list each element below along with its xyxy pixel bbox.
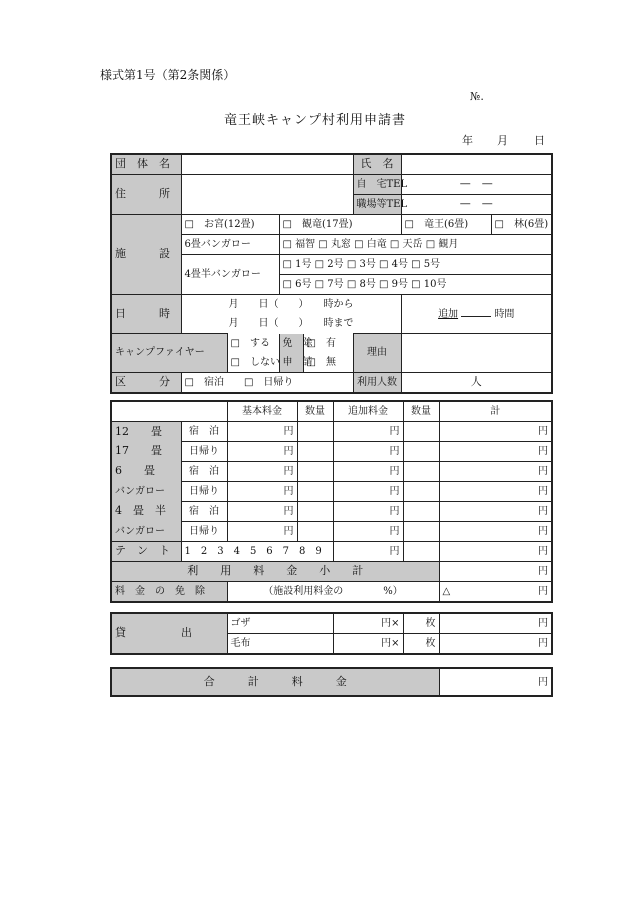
qty-cell[interactable] [403, 482, 439, 502]
qty-cell[interactable] [403, 502, 439, 522]
datetime-from[interactable]: 月 日（ ） 時から [181, 295, 401, 315]
total-cell[interactable]: 円 [439, 422, 552, 442]
header-extra-fee: 追加料金 [333, 401, 403, 422]
qty-cell[interactable] [297, 482, 333, 502]
users-field[interactable]: 人 [401, 372, 552, 393]
header-qty-1: 数量 [297, 401, 333, 422]
reason-label: 理由 [353, 334, 401, 373]
bungalow45-label: 4畳半バンガロー [181, 255, 279, 295]
fee-cell[interactable]: 円 [333, 502, 403, 522]
fee-cell[interactable]: 円 [333, 422, 403, 442]
qty-cell[interactable] [403, 522, 439, 542]
fee-cell[interactable]: 円 [333, 482, 403, 502]
room-17-label: 17 畳 [111, 442, 181, 462]
tent-numbers[interactable]: 1 2 3 4 5 6 7 8 9 [181, 542, 333, 562]
blanket-total[interactable]: 円 [439, 634, 552, 655]
bungalow45-row2-options[interactable]: □ 6号 □ 7号 □ 8号 □ 9号 □ 10号 [279, 275, 552, 295]
exemption-label: 料 金 の 免 除 [111, 582, 227, 603]
fee-cell[interactable]: 円 [333, 522, 403, 542]
group-name-field[interactable] [181, 154, 353, 175]
total-cell[interactable]: 円 [439, 442, 552, 462]
qty-cell[interactable] [403, 422, 439, 442]
total-cell[interactable]: 円 [439, 502, 552, 522]
triangle-mark: △ [442, 586, 451, 597]
qty-cell[interactable] [403, 442, 439, 462]
fee-cell[interactable]: 円 [227, 522, 297, 542]
category-label: 区 分 [111, 372, 181, 393]
qty-cell[interactable] [403, 542, 439, 562]
blanket-label: 毛布 [227, 634, 333, 655]
day-label: 日 [534, 134, 545, 147]
day-label: 日帰り [181, 482, 227, 502]
bungalow45-label-a: 4 畳 半 [111, 502, 181, 522]
blanket-sheets[interactable]: 枚 [403, 634, 439, 655]
extra-unit: 時間 [494, 308, 515, 320]
exemption-yen: 円 [538, 586, 548, 597]
campfire-label: キャンプファイヤー [111, 334, 227, 373]
fee-cell[interactable]: 円 [227, 442, 297, 462]
fee-cell[interactable]: 円 [227, 502, 297, 522]
fee-cell[interactable]: 円 [227, 482, 297, 502]
fee-cell[interactable]: 円 [227, 462, 297, 482]
stay-label: 宿 泊 [181, 422, 227, 442]
fee-cell[interactable]: 円 [227, 422, 297, 442]
exempt-has[interactable]: □ 有 [303, 334, 353, 353]
work-tel-label: 職場等TEL [353, 195, 401, 215]
bungalow45-label-b: バンガロー [111, 522, 181, 542]
grand-total-label: 合 計 料 金 [111, 668, 439, 696]
subtotal-cell[interactable]: 円 [439, 562, 552, 582]
total-table [110, 667, 553, 697]
page-title: 竜王峡キャンプ村利用申請書 [223, 113, 406, 128]
facility-option-hayashi[interactable]: □ 林(6畳) [491, 215, 552, 235]
total-cell[interactable]: 円 [439, 462, 552, 482]
rental-table [110, 612, 553, 655]
fee-cell[interactable]: 円 [333, 462, 403, 482]
total-cell[interactable]: 円 [439, 542, 552, 562]
address-label: 住 所 [111, 175, 181, 215]
header-base-fee: 基本料金 [227, 401, 297, 422]
stay-label: 宿 泊 [181, 462, 227, 482]
qty-cell[interactable] [297, 422, 333, 442]
exempt-label-1: 免 除 [279, 334, 303, 353]
goza-sheets[interactable]: 枚 [403, 613, 439, 634]
datetime-label: 日 時 [111, 295, 181, 334]
datetime-to[interactable]: 月 日（ ） 時まで [181, 314, 401, 334]
bungalow6-label: 6畳バンガロー [181, 235, 279, 255]
users-label: 利用人数 [353, 372, 401, 393]
facility-option-ryuo[interactable]: □ 竜王(6畳) [401, 215, 491, 235]
room-12-label: 12 畳 [111, 422, 181, 442]
qty-cell[interactable] [297, 442, 333, 462]
year-label: 年 [462, 134, 473, 147]
address-field[interactable] [181, 175, 353, 215]
name-field[interactable] [401, 154, 552, 175]
fee-cell[interactable]: 円 [333, 442, 403, 462]
home-tel-label: 自 宅TEL [353, 175, 401, 195]
total-cell[interactable]: 円 [439, 522, 552, 542]
application-table [110, 153, 553, 394]
bungalow45-row1-options[interactable]: □ 1号 □ 2号 □ 3号 □ 4号 □ 5号 [279, 255, 552, 275]
day-label: 日帰り [181, 522, 227, 542]
campfire-yes[interactable]: □ する [227, 334, 279, 353]
goza-label: ゴザ [227, 613, 333, 634]
qty-cell[interactable] [297, 462, 333, 482]
header-total: 計 [439, 401, 552, 422]
facility-label: 施 設 [111, 215, 181, 295]
group-name-label: 団 体 名 [111, 154, 181, 175]
day-label: 日帰り [181, 442, 227, 462]
campfire-no[interactable]: □ しない [227, 353, 279, 373]
form-number: 様式第1号（第2条関係） [100, 68, 236, 82]
extra-hours-field[interactable] [401, 295, 552, 334]
bungalow6-label-a: 6 畳 [111, 462, 181, 482]
month-label: 月 [497, 134, 508, 147]
goza-total[interactable]: 円 [439, 613, 552, 634]
exempt-none[interactable]: □ 無 [303, 353, 353, 373]
fee-cell[interactable]: 円 [333, 542, 403, 562]
name-label: 氏 名 [353, 154, 401, 175]
facility-option-omiya[interactable]: □ お宮(12畳) [181, 215, 279, 235]
exempt-label-2: 申 請 [279, 353, 303, 373]
subtotal-label: 利 用 料 金 小 計 [111, 562, 439, 582]
extra-label: 追加 [438, 308, 459, 320]
stay-label: 宿 泊 [181, 502, 227, 522]
blanket-price[interactable]: 円× [333, 634, 403, 655]
exemption-detail[interactable]: （施設利用料金の %） [227, 582, 439, 603]
grand-total-cell[interactable]: 円 [439, 668, 552, 696]
fee-table [110, 400, 553, 603]
category-options[interactable]: □ 宿泊 □ 日帰り [181, 372, 353, 393]
tent-label: テ ン ト [111, 542, 181, 562]
header-qty-2: 数量 [403, 401, 439, 422]
bungalow6-label-b: バンガロー [111, 482, 181, 502]
qty-cell[interactable] [403, 462, 439, 482]
total-cell[interactable]: 円 [439, 482, 552, 502]
rental-label: 貸 出 [111, 613, 227, 654]
exemption-cell[interactable] [439, 582, 552, 603]
reason-field[interactable] [401, 334, 552, 373]
home-tel-field[interactable]: — — [401, 175, 552, 195]
fee-header-blank [111, 401, 227, 422]
qty-cell[interactable] [297, 502, 333, 522]
goza-price[interactable]: 円× [333, 613, 403, 634]
bungalow6-options[interactable]: □ 福智 □ 丸窓 □ 白竜 □ 天岳 □ 観月 [279, 235, 552, 255]
document-number-label: №. [470, 90, 484, 103]
work-tel-field[interactable]: — — [401, 195, 552, 215]
facility-option-kanryu[interactable]: □ 観竜(17畳) [279, 215, 401, 235]
qty-cell[interactable] [297, 522, 333, 542]
